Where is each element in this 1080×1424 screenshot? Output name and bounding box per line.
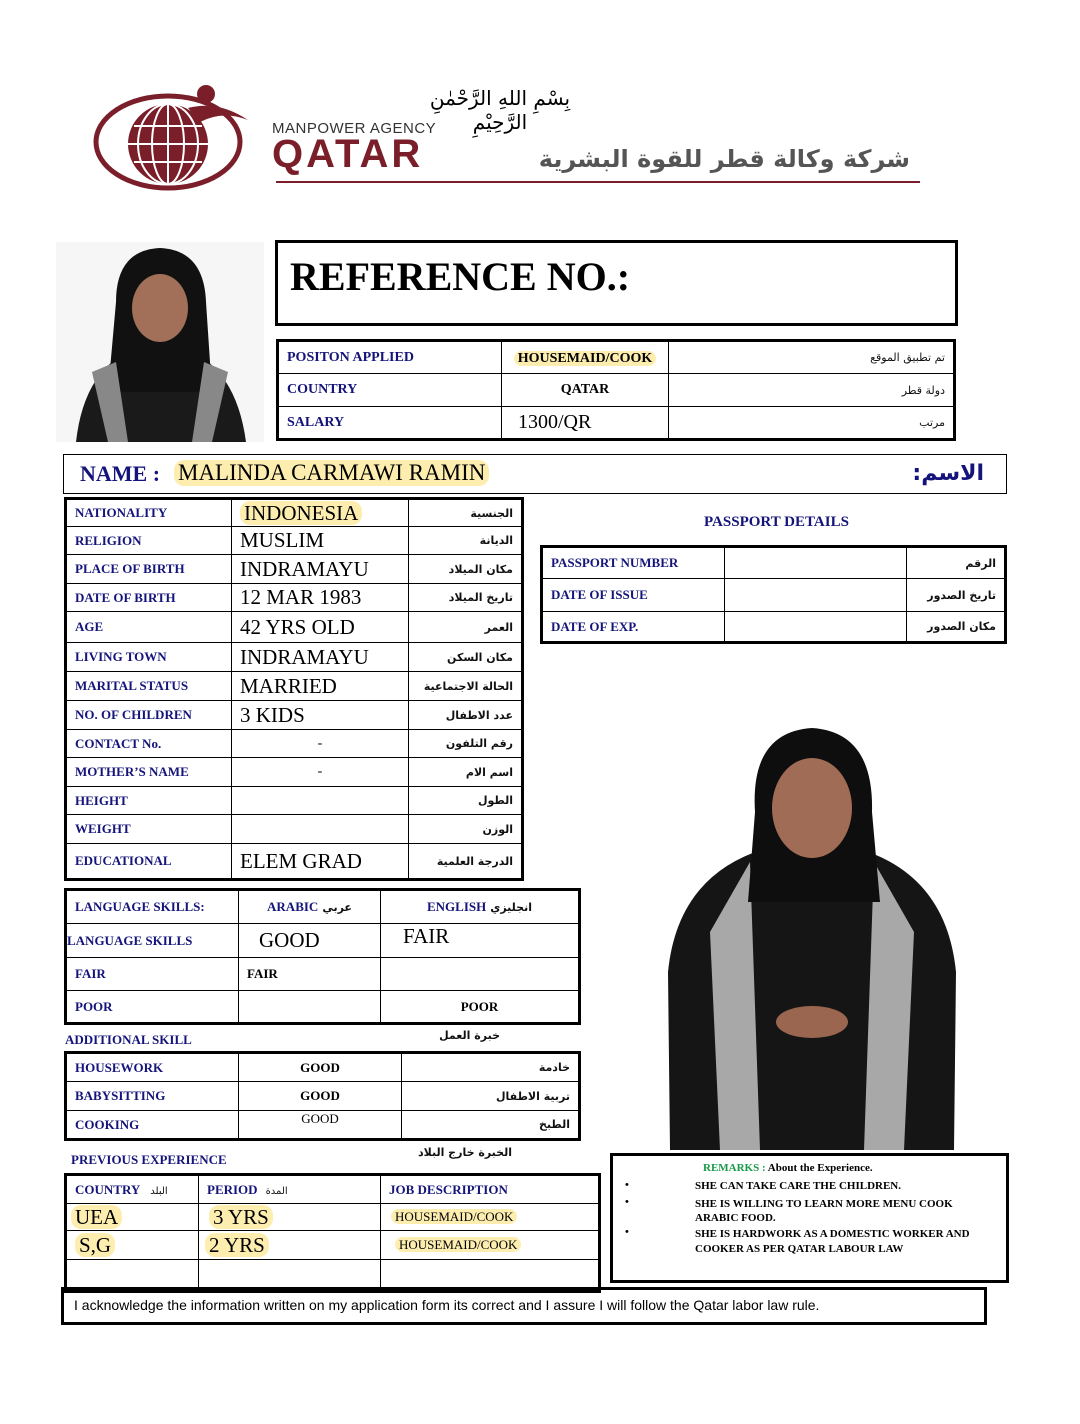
passport-arabic: الرقم bbox=[907, 547, 1006, 579]
exp-country-cell bbox=[66, 1231, 199, 1260]
language-arabic-header bbox=[239, 890, 381, 924]
language-header-label: LANGUAGE SKILLS: bbox=[66, 890, 239, 924]
personal-row bbox=[66, 701, 523, 730]
personal-label: NO. OF CHILDREN bbox=[66, 701, 232, 730]
personal-row bbox=[66, 555, 523, 584]
language-row bbox=[66, 924, 580, 958]
personal-row bbox=[66, 612, 523, 643]
personal-arabic: الحالة الاجتماعية bbox=[409, 672, 523, 701]
language-row bbox=[66, 958, 580, 991]
personal-value bbox=[232, 815, 409, 844]
position-table bbox=[276, 339, 956, 441]
personal-arabic: الجنسية bbox=[409, 499, 523, 527]
personal-value: - bbox=[232, 758, 409, 787]
remark-bullet: • bbox=[625, 1196, 629, 1208]
language-label: POOR bbox=[66, 991, 239, 1024]
personal-label: RELIGION bbox=[66, 527, 232, 555]
remark-bullet: • bbox=[625, 1226, 629, 1238]
position-value-cell bbox=[502, 341, 669, 374]
applicant-photo-large bbox=[650, 722, 974, 1150]
personal-label: LIVING TOWN bbox=[66, 643, 232, 672]
personal-value: ELEM GRAD bbox=[232, 844, 409, 880]
personal-row bbox=[66, 499, 523, 527]
skill-arabic: الطبخ bbox=[402, 1111, 580, 1140]
bismillah: بِسْمِ اللهِ الرَّحْمٰنِ الرَّحِيْمِ bbox=[429, 86, 571, 134]
personal-row bbox=[66, 815, 523, 844]
personal-row bbox=[66, 787, 523, 815]
personal-value: 42 YRS OLD bbox=[232, 612, 409, 643]
exp-period-cell bbox=[199, 1204, 381, 1231]
personal-label: EDUCATIONAL bbox=[66, 844, 232, 880]
passport-arabic: تاريخ الصدور bbox=[907, 579, 1006, 612]
reference-box bbox=[275, 240, 958, 326]
passport-label: PASSPORT NUMBER bbox=[542, 547, 725, 579]
skill-label: HOUSEWORK bbox=[66, 1053, 239, 1082]
personal-row bbox=[66, 527, 523, 555]
personal-row bbox=[66, 672, 523, 701]
exp-country: S,G bbox=[75, 1233, 115, 1257]
personal-value: - bbox=[232, 730, 409, 758]
personal-row bbox=[66, 730, 523, 758]
agency-arabic-title: شركة وكالة قطر للقوة البشرية bbox=[538, 145, 910, 173]
skill-value: GOOD bbox=[239, 1053, 402, 1082]
personal-arabic: الدرجة العلمية bbox=[409, 844, 523, 880]
skill-arabic: خادمة bbox=[402, 1053, 580, 1082]
experience-table bbox=[64, 1173, 601, 1293]
language-table bbox=[64, 888, 581, 1025]
country-label: COUNTRY bbox=[278, 374, 502, 407]
position-label: POSITON APPLIED bbox=[278, 341, 502, 374]
remark-item: SHE CAN TAKE CARE THE CHILDREN. bbox=[695, 1180, 901, 1192]
agency-big-title: QATAR bbox=[272, 132, 424, 176]
language-arabic-value: GOOD bbox=[239, 924, 381, 958]
exp-period: 3 YRS bbox=[209, 1205, 273, 1229]
exp-job-cell bbox=[381, 1231, 600, 1260]
language-english-value: POOR bbox=[381, 991, 580, 1024]
personal-arabic: الوزن bbox=[409, 815, 523, 844]
personal-value: MARRIED bbox=[232, 672, 409, 701]
exp-country-header bbox=[66, 1175, 199, 1204]
language-english-header bbox=[381, 890, 580, 924]
experience-header-row bbox=[66, 1175, 600, 1204]
remarks-subtitle: About the Experience. bbox=[767, 1162, 873, 1174]
personal-arabic: تاريخ الميلاد bbox=[409, 584, 523, 612]
language-header-row bbox=[66, 890, 580, 924]
acknowledgement-box bbox=[61, 1287, 987, 1325]
exp-job: HOUSEMAID/COOK bbox=[395, 1237, 521, 1252]
exp-period: 2 YRS bbox=[205, 1233, 269, 1257]
exp-period-col-ar: المدة bbox=[265, 1185, 288, 1197]
reference-label: REFERENCE NO.: bbox=[290, 254, 631, 299]
personal-label: NATIONALITY bbox=[66, 499, 232, 527]
personal-arabic: عدد الاطفال bbox=[409, 701, 523, 730]
personal-value bbox=[232, 787, 409, 815]
passport-arabic: مكان الصدور bbox=[907, 612, 1006, 643]
applicant-photo-small bbox=[56, 242, 264, 442]
passport-value bbox=[725, 612, 907, 643]
personal-value: INDRAMAYU bbox=[232, 555, 409, 584]
salary-arabic: مرتب bbox=[669, 407, 955, 440]
english-col-arabic: انجليزي bbox=[490, 901, 532, 914]
personal-label: AGE bbox=[66, 612, 232, 643]
name-bar bbox=[63, 454, 1007, 494]
remark-item: SHE IS HARDWORK AS A DOMESTIC WORKER AND COOKER AS PER QATAR LABOUR LAW bbox=[695, 1228, 970, 1255]
passport-value bbox=[725, 579, 907, 612]
arabic-col-label: ARABIC bbox=[267, 899, 319, 914]
personal-arabic: الطول bbox=[409, 787, 523, 815]
personal-value: 3 KIDS bbox=[232, 701, 409, 730]
name-arabic: الاسم: bbox=[912, 461, 984, 486]
personal-value-cell bbox=[232, 499, 409, 527]
personal-row bbox=[66, 844, 523, 880]
passport-table bbox=[540, 545, 1007, 644]
personal-arabic: الديانة bbox=[409, 527, 523, 555]
remark-bullet: • bbox=[625, 1179, 629, 1191]
experience-title-arabic: الخبرة خارج البلاد bbox=[417, 1146, 512, 1159]
personal-value: 12 MAR 1983 bbox=[232, 584, 409, 612]
additional-skill-table bbox=[64, 1051, 581, 1141]
passport-value bbox=[725, 547, 907, 579]
experience-row bbox=[66, 1231, 600, 1260]
country-row bbox=[278, 374, 955, 407]
exp-job-cell bbox=[381, 1204, 600, 1231]
salary-label: SALARY bbox=[278, 407, 502, 440]
additional-skill-title-arabic: خبرة العمل bbox=[439, 1029, 500, 1042]
remarks-header bbox=[703, 1162, 873, 1174]
personal-row bbox=[66, 643, 523, 672]
skill-row bbox=[66, 1111, 580, 1140]
exp-period-col: PERIOD bbox=[207, 1181, 258, 1197]
salary-value: 1300/QR bbox=[502, 407, 669, 440]
name-value: MALINDA CARMAWI RAMIN bbox=[174, 460, 489, 486]
acknowledgement-text: I acknowledge the information written on my application form its correct and I assure I will follow the Qatar labor law rule. bbox=[74, 1297, 820, 1313]
exp-country-cell bbox=[66, 1204, 199, 1231]
experience-title: PREVIOUS EXPERIENCE bbox=[71, 1152, 227, 1167]
position-arabic: تم تطبيق الموقع bbox=[669, 341, 955, 374]
skill-value: GOOD bbox=[239, 1082, 402, 1111]
personal-label: DATE OF BIRTH bbox=[66, 584, 232, 612]
personal-row bbox=[66, 758, 523, 787]
language-arabic-value: FAIR bbox=[239, 958, 381, 991]
personal-arabic: العمر bbox=[409, 612, 523, 643]
exp-country-col-ar: البلد bbox=[150, 1185, 168, 1197]
passport-row bbox=[542, 612, 1006, 643]
personal-details-table bbox=[64, 497, 524, 881]
passport-label: DATE OF ISSUE bbox=[542, 579, 725, 612]
language-arabic-value bbox=[239, 991, 381, 1024]
experience-row bbox=[66, 1204, 600, 1231]
agency-small-title: MANPOWER AGENCY bbox=[272, 120, 437, 137]
language-row bbox=[66, 991, 580, 1024]
position-value: HOUSEMAID/COOK bbox=[514, 351, 657, 366]
passport-title: PASSPORT DETAILS bbox=[704, 514, 849, 530]
personal-label: HEIGHT bbox=[66, 787, 232, 815]
remark-item: SHE IS WILLING TO LEARN MORE MENU COOK ARABIC FOOD. bbox=[695, 1198, 953, 1224]
exp-job: HOUSEMAID/COOK bbox=[391, 1209, 517, 1224]
salary-row bbox=[278, 407, 955, 440]
arabic-col-arabic: عربي bbox=[322, 901, 352, 914]
skill-row bbox=[66, 1082, 580, 1111]
personal-label: MOTHER’S NAME bbox=[66, 758, 232, 787]
remarks-box bbox=[610, 1153, 1009, 1283]
personal-arabic: مكان الميلاد bbox=[409, 555, 523, 584]
passport-label: DATE OF EXP. bbox=[542, 612, 725, 643]
personal-value: INDRAMAYU bbox=[232, 643, 409, 672]
skill-row bbox=[66, 1053, 580, 1082]
language-english-value: FAIR bbox=[381, 924, 580, 958]
passport-row bbox=[542, 579, 1006, 612]
exp-period-header bbox=[199, 1175, 381, 1204]
skill-value: GOOD bbox=[239, 1111, 402, 1140]
personal-row bbox=[66, 584, 523, 612]
agency-logo bbox=[88, 80, 258, 195]
additional-skill-title: ADDITIONAL SKILL bbox=[65, 1032, 192, 1047]
language-english-value bbox=[381, 958, 580, 991]
personal-label: PLACE OF BIRTH bbox=[66, 555, 232, 584]
personal-arabic: رقم التلفون bbox=[409, 730, 523, 758]
language-label: FAIR bbox=[66, 958, 239, 991]
personal-arabic: اسم الام bbox=[409, 758, 523, 787]
country-arabic: دولة قطر bbox=[669, 374, 955, 407]
passport-row bbox=[542, 547, 1006, 579]
personal-value: MUSLIM bbox=[232, 527, 409, 555]
exp-job-col: JOB DESCRIPTION bbox=[381, 1175, 600, 1204]
position-row bbox=[278, 341, 955, 374]
skill-label: BABYSITTING bbox=[66, 1082, 239, 1111]
language-label: LANGUAGE SKILLS bbox=[66, 924, 239, 958]
exp-period-cell bbox=[199, 1231, 381, 1260]
personal-label: WEIGHT bbox=[66, 815, 232, 844]
personal-arabic: مكان السكن bbox=[409, 643, 523, 672]
personal-label: CONTACT No. bbox=[66, 730, 232, 758]
personal-value: INDONESIA bbox=[240, 501, 362, 525]
skill-label: COOKING bbox=[66, 1111, 239, 1140]
name-label: NAME : bbox=[80, 461, 161, 486]
country-value: QATAR bbox=[502, 374, 669, 407]
exp-country-col: COUNTRY bbox=[75, 1181, 141, 1197]
personal-label: MARITAL STATUS bbox=[66, 672, 232, 701]
english-col-label: ENGLISH bbox=[427, 899, 487, 914]
skill-arabic: تربية الاطفال bbox=[402, 1082, 580, 1111]
header-divider bbox=[276, 181, 920, 183]
remarks-title: REMARKS : bbox=[703, 1162, 766, 1174]
exp-country: UEA bbox=[71, 1205, 122, 1229]
